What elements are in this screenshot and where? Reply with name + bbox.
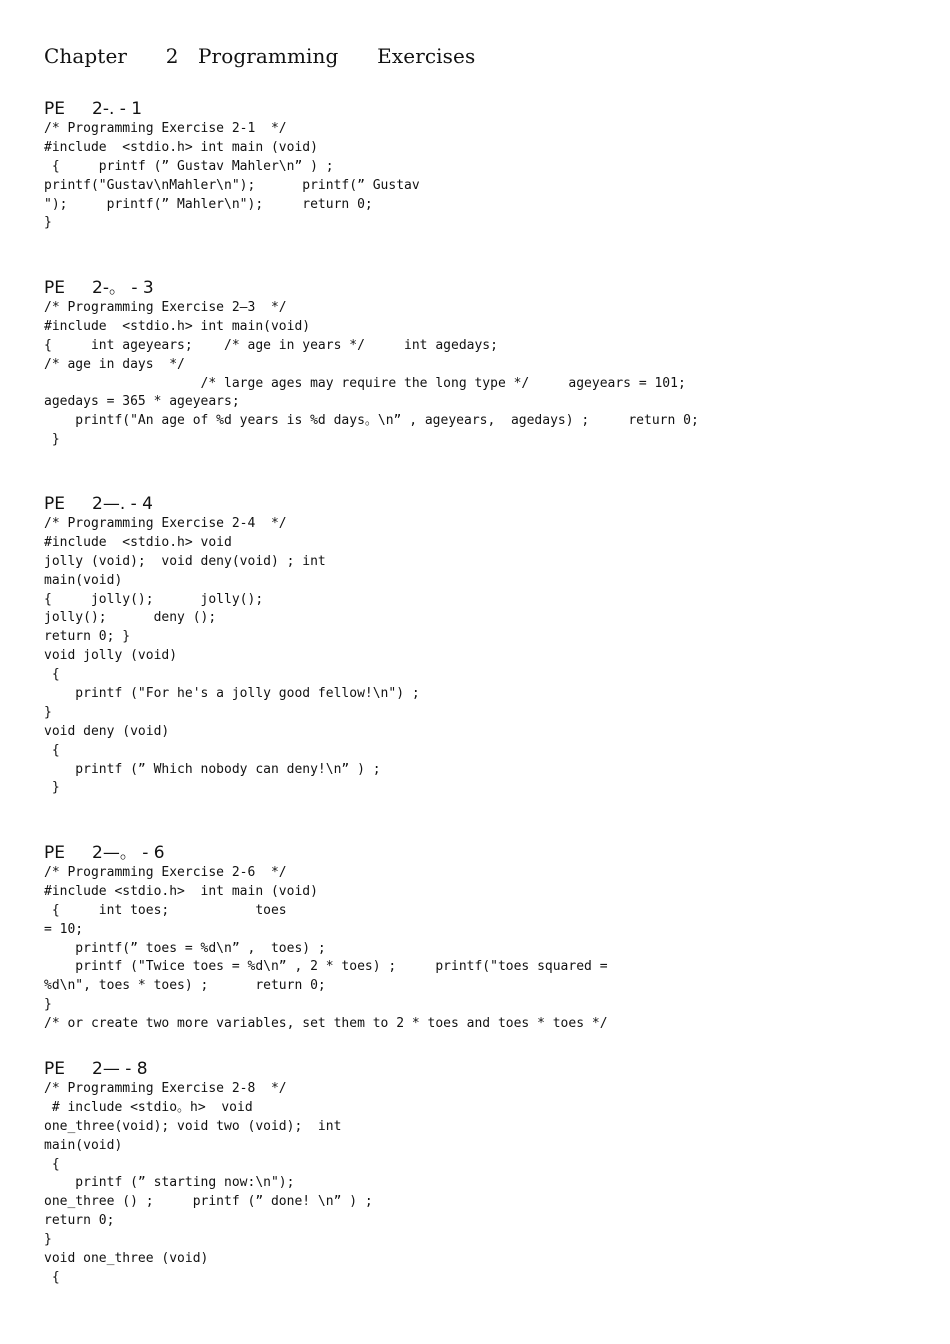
code-line: #include <stdio.h> int main (void) [44,883,318,899]
code-line: { int ageyears; /* age in years */ int agedays; [44,337,498,353]
exercise-section-2-1 [44,99,904,233]
code-line: { [44,667,60,683]
exercise-section-2-4 [44,494,904,798]
code-line: agedays = 365 * ageyears; [44,394,240,410]
code-line: } [44,1232,52,1248]
code-line: printf ("Twice toes = %d\n” , 2 * toes) ; printf("toes squared = [44,959,608,975]
code-line: void jolly (void) [44,648,178,664]
code-line: /* Programming Exercise 2-4 */ [44,516,287,531]
code-line: void deny (void) [44,723,170,739]
code-line: /* Programming Exercise 2-6 */ [44,865,287,880]
code-line: #include <stdio.h> void [44,534,232,550]
code-line: %d\n", toes * toes) ; return 0; [44,978,326,994]
code-line: { int toes; toes [44,902,287,918]
code-line: { printf (” Gustav Mahler\n” ) ; [44,158,334,174]
code-line: printf (” Which nobody can deny!\n” ) ; [44,761,381,777]
exercise-heading: PE 2—。 - 6 [44,843,165,863]
code-line: /* Programming Exercise 2-1 */ [44,121,287,136]
code-line: printf (” starting now:\n"); [44,1175,295,1191]
exercise-heading: PE 2-. - 1 [44,99,143,119]
code-line: { [44,1156,60,1172]
code-line: { [44,1269,60,1285]
code-line: one_three(void); void two (void); int [44,1118,342,1134]
code-line: one_three () ; printf (” done! \n” ) ; [44,1194,373,1210]
code-line: { [44,742,60,758]
code-line: #include <stdio.h> int main(void) [44,318,311,334]
code-line: printf("An age of %d years is %d days。\n” , ageyears, agedays) ; return 0; [44,413,699,429]
code-line: #include <stdio.h> int main (void) [44,139,318,155]
code-line: printf(” toes = %d\n” , toes) ; [44,940,326,956]
code-line: "); printf(” Mahler\n"); return 0; [44,196,373,212]
code-line: /* Programming Exercise 2—3 */ [44,300,287,315]
exercise-section-2-8 [44,1059,904,1288]
code-line: } [44,780,60,796]
exercise-heading: PE 2— - 8 [44,1059,148,1079]
code-line: jolly(); deny (); [44,610,217,626]
code-line: } [44,215,52,231]
code-line: return 0; } [44,629,131,645]
code-line: } [44,432,60,448]
code-line: = 10; [44,921,84,937]
code-line: main(void) [44,1137,123,1153]
code-line: /* Programming Exercise 2-8 */ [44,1081,287,1096]
exercise-section-2-6 [44,843,904,1034]
code-line: printf ("For he's a jolly good fellow!\n") ; [44,686,420,702]
code-line: printf("Gustav\nMahler\n"); printf(” Gustav [44,177,420,193]
exercise-section-2-3 [44,278,904,450]
exercise-heading: PE 2—. - 4 [44,494,153,514]
code-line: } [44,997,52,1013]
code-line: { jolly(); jolly(); [44,591,264,607]
code-line: # include <stdio。h> void [44,1099,253,1115]
chapter-title: Chapter 2 Programming Exercises [44,44,476,68]
code-line: /* age in days */ [44,356,185,372]
exercise-heading: PE 2-。 - 3 [44,278,154,298]
code-line: /* or create two more variables, set them to 2 * toes and toes * toes */ [44,1016,608,1032]
code-line: } [44,704,52,720]
code-line: jolly (void); void deny(void) ; int [44,553,326,569]
code-line: /* large ages may require the long type */ ageyears = 101; [44,375,686,391]
code-line: main(void) [44,572,123,588]
code-line: void one_three (void) [44,1251,209,1267]
code-line: return 0; [44,1213,115,1229]
